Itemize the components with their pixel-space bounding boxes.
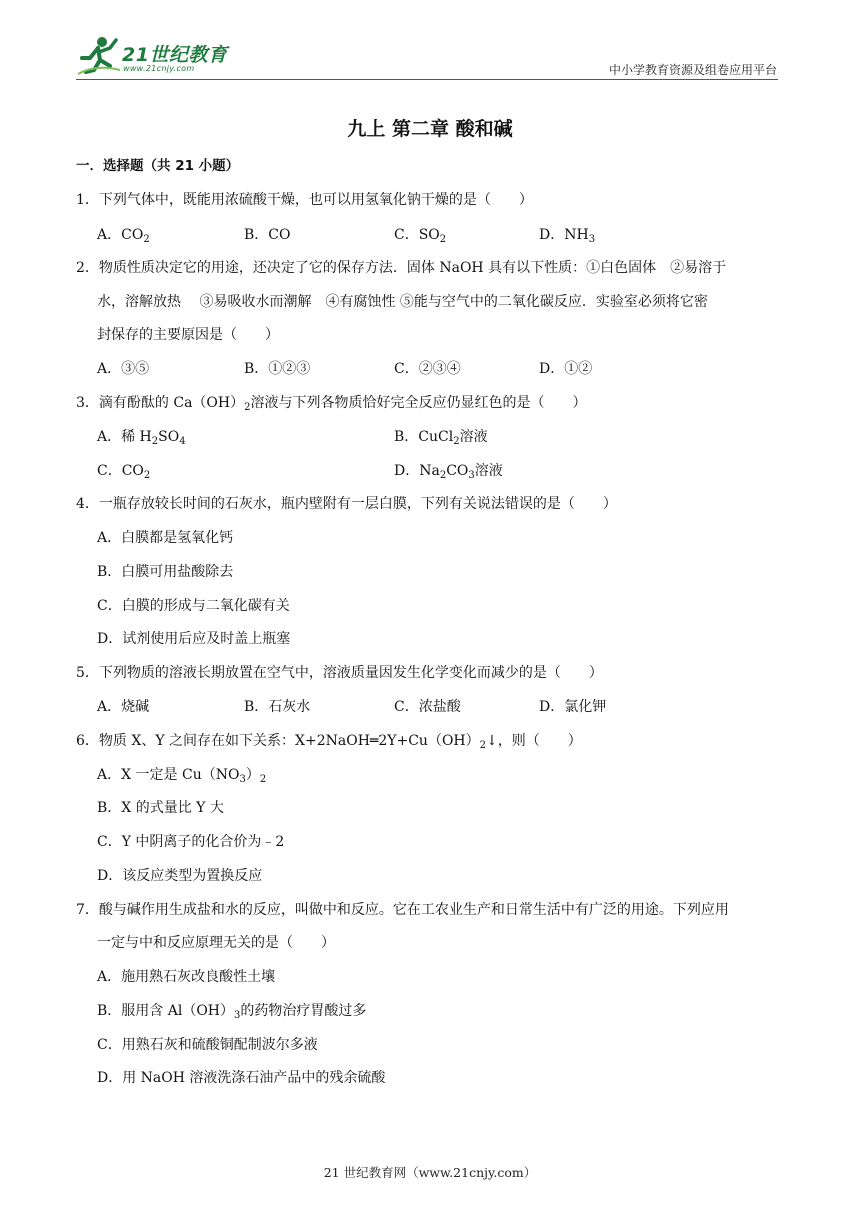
q5-option-c[interactable]: C．浓盐酸: [394, 699, 461, 715]
runner-icon: [76, 34, 122, 76]
q2-option-a[interactable]: A．③⑤: [97, 361, 150, 377]
question-5-text: 5．下列物质的溶液长期放置在空气中，溶液质量因发生化学变化而减少的是（ ）: [76, 665, 603, 681]
question-1-text: 1．下列气体中，既能用浓硫酸干燥，也可以用氢氧化钠干燥的是（ ）: [76, 192, 533, 208]
platform-label: 中小学教育资源及组卷应用平台: [608, 63, 777, 77]
logo-url: www.21cnjy.com: [123, 64, 195, 73]
question-6-text: 6．物质 X、Y 之间存在如下关系：$X+2NaOH═2Y+Cu(OH)_2↓$，则（ ）: [76, 733, 582, 751]
q3-option-b[interactable]: B．CuCl$_2$溶液: [394, 429, 488, 447]
question-7-line-1: 7．酸与碱作用生成盐和水的反应，叫做中和反应。它在工农业生产和日常生活中有广泛的用途。下列应用: [76, 902, 729, 918]
q1-option-b[interactable]: B．CO: [244, 227, 291, 243]
q6-option-c[interactable]: C．Y 中阴离子的化合价为﹣2: [97, 834, 285, 850]
q5-option-d[interactable]: D．氯化钾: [539, 699, 607, 715]
q5-option-b[interactable]: B．石灰水: [244, 699, 311, 715]
page-header: [0, 0, 860, 82]
question-3-text: 3．滴有酚酞的 $Ca(OH)_2$溶液与下列各物质恰好完全反应仍显红色的是（ ）: [76, 395, 587, 413]
question-2-line-3: 封保存的主要原因是（ ）: [97, 327, 279, 343]
q1-option-c[interactable]: C．$SO_2$: [394, 227, 447, 245]
q4-option-b[interactable]: B．白膜可用盐酸除去: [97, 564, 234, 580]
q6-option-a[interactable]: A．X 一定是 $Cu(NO_3)_2$: [97, 767, 267, 785]
q4-option-c[interactable]: C．白膜的形成与二氧化碳有关: [97, 598, 290, 614]
q4-option-a[interactable]: A．白膜都是氢氧化钙: [97, 530, 234, 546]
q7-option-a[interactable]: A．施用熟石灰改良酸性土壤: [97, 969, 276, 985]
question-2-line-1: 2．物质性质决定它的用途，还决定了它的保存方法．固体 NaOH 具有以下性质：①白色固体 ②易溶于: [76, 260, 727, 276]
q3-option-a[interactable]: A．稀 $H_2SO_4$: [97, 429, 186, 447]
question-4-text: 4．一瓶存放较长时间的石灰水，瓶内壁附有一层白膜，下列有关说法错误的是（ ）: [76, 496, 617, 512]
header-divider: [76, 79, 778, 80]
q5-option-a[interactable]: A．烧碱: [97, 699, 150, 715]
q2-option-b[interactable]: B．①②③: [244, 361, 311, 377]
logo-text: 21世纪教育: [122, 44, 228, 66]
q7-option-b[interactable]: B．服用含 $Al(OH)_3$的药物治疗胃酸过多: [97, 1003, 367, 1021]
site-logo[interactable]: [76, 34, 266, 78]
q1-option-a[interactable]: A．$CO_2$: [97, 227, 150, 245]
q4-option-d[interactable]: D．试剂使用后应及时盖上瓶塞: [97, 631, 291, 647]
q6-option-b[interactable]: B．X 的式量比 Y 大: [97, 800, 224, 816]
q1-option-d[interactable]: D．$NH_3$: [539, 227, 596, 245]
q2-option-d[interactable]: D．①②: [539, 361, 593, 377]
q6-option-d[interactable]: D．该反应类型为置换反应: [97, 868, 263, 884]
page-title: 九上 第二章 酸和碱: [347, 118, 513, 140]
q7-option-c[interactable]: C．用熟石灰和硫酸铜配制波尔多液: [97, 1037, 318, 1053]
page-footer: 21 世纪教育网（www.21cnjy.com）: [323, 1165, 537, 1180]
q3-option-d[interactable]: D．$Na_2CO_3$溶液: [394, 463, 503, 481]
q7-option-d[interactable]: D．用 NaOH 溶液洗涤石油产品中的残余硫酸: [97, 1070, 386, 1086]
question-7-line-2: 一定与中和反应原理无关的是（ ）: [97, 935, 335, 951]
section-heading: 一．选择题（共 21 小题）: [76, 158, 240, 174]
q2-option-c[interactable]: C．②③④: [394, 361, 461, 377]
q3-option-c[interactable]: C．$CO_2$: [97, 463, 151, 481]
question-2-line-2: 水，溶解放热 ③易吸收水而潮解 ④有腐蚀性 ⑤能与空气中的二氧化碳反应．实验室必须将它密: [97, 294, 708, 310]
